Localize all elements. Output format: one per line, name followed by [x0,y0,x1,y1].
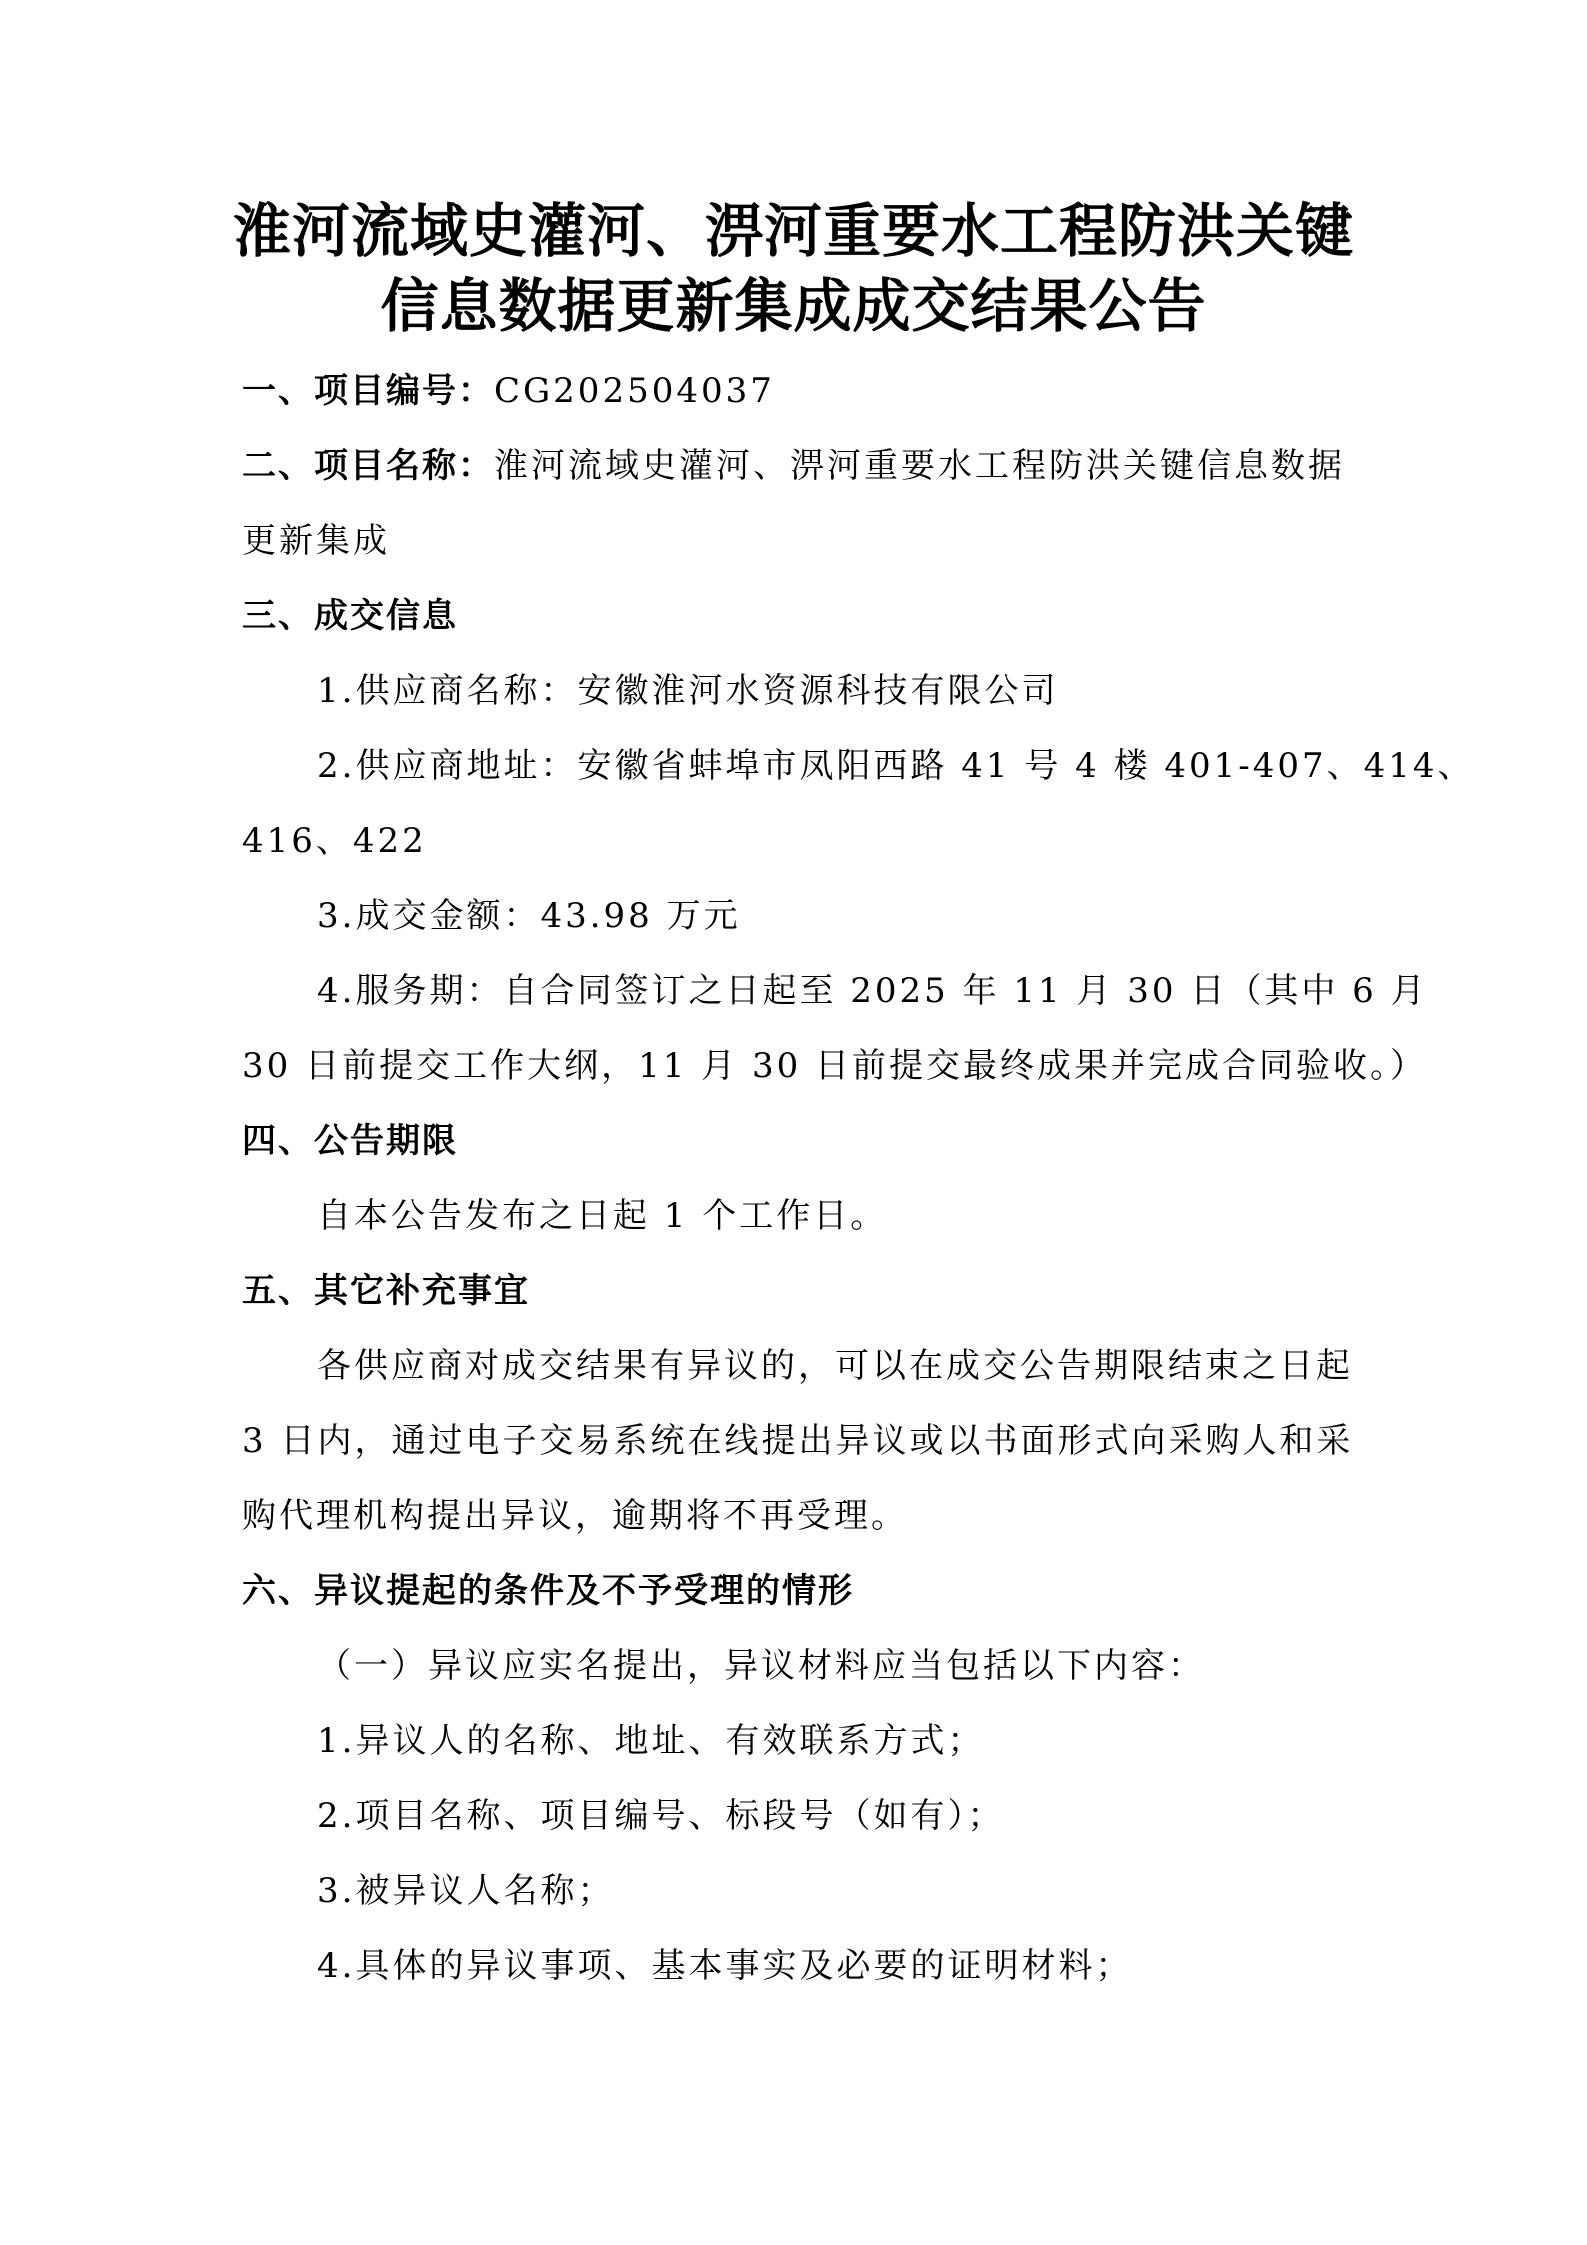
section-project-number [242,371,775,411]
title-line-2: 信息数据更新集成成交结果公告 [380,272,1207,340]
section-other-matters-heading: 五、其它补充事宜 [242,1271,530,1311]
supplier-address-continuation: 416、422 [242,821,427,861]
project-number-value: CG202504037 [494,371,775,411]
title-line-1: 淮河流域史灌河、淠河重要水工程防洪关键 [232,197,1354,265]
other-matters-line-2: 3 日内，通过电子交易系统在线提出异议或以书面形式向采购人和采 [242,1421,1354,1461]
supplier-name: 1.供应商名称：安徽淮河水资源科技有限公司 [317,671,1059,711]
notice-period-text: 自本公告发布之日起 1 个工作日。 [317,1196,888,1236]
section-objection-heading: 六、异议提起的条件及不予受理的情形 [242,1571,854,1611]
section-heading: 一、项目编号： [242,371,494,411]
objection-item-2: 2.项目名称、项目编号、标段号（如有）； [317,1796,1005,1836]
other-matters-line-1: 各供应商对成交结果有异议的，可以在成交公告期限结束之日起 [317,1346,1353,1386]
section-deal-info-heading: 三、成交信息 [242,596,458,636]
service-period: 4.服务期：自合同签订之日起至 2025 年 11 月 30 日（其中 6 月 [317,971,1428,1011]
section-heading: 二、项目名称： [242,446,494,486]
objection-item-4: 4.具体的异议事项、基本事实及必要的证明材料； [317,1946,1133,1986]
service-period-continuation: 30 日前提交工作大纲，11 月 30 日前提交最终成果并完成合同验收。） [242,1046,1428,1086]
project-name-continuation: 更新集成 [242,521,390,561]
supplier-address: 2.供应商地址：安徽省蚌埠市凤阳西路 41 号 4 楼 401-407、414、 [317,746,1475,786]
section-notice-period-heading: 四、公告期限 [242,1121,458,1161]
project-name-value: 淮河流域史灌河、淠河重要水工程防洪关键信息数据 [494,446,1345,486]
deal-amount: 3.成交金额：43.98 万元 [317,896,741,936]
objection-item-3: 3.被异议人名称； [317,1871,615,1911]
objection-sub-1: （一）异议应实名提出，异议材料应当包括以下内容： [317,1646,1205,1686]
other-matters-line-3: 购代理机构提出异议，逾期将不再受理。 [242,1496,908,1536]
objection-item-1: 1.异议人的名称、地址、有效联系方式； [317,1721,985,1761]
section-project-name [242,446,1345,486]
